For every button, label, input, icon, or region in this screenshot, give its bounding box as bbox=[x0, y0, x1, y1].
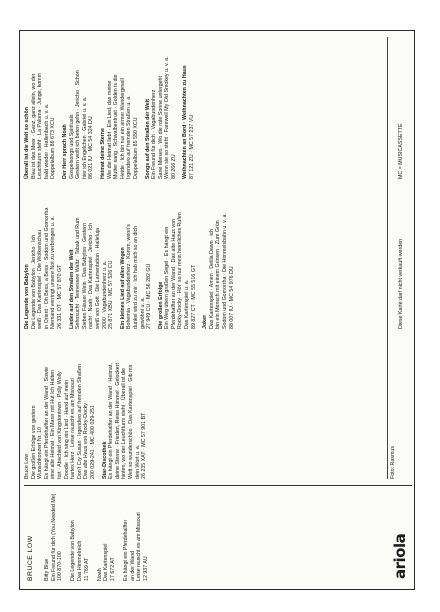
mc-legend: MC = MUSICASSETTE bbox=[398, 123, 404, 179]
album-detail-line: Irgendwo auf fremden Straßen u. a. bbox=[126, 95, 133, 179]
album-detail-line: Blau ist das Meer · Ganz, ganz allein, wo der bbox=[30, 73, 37, 179]
album-detail-line: fort · Abschied von Kingstontown · Polly Wolly bbox=[56, 371, 63, 479]
left-track-line: Die Legende von Babylon bbox=[70, 520, 77, 581]
album-detail-line: bin ein Mensch mit einem Grinsen · Zum Grün bbox=[215, 220, 222, 329]
left-track-line: Das Himmelreich bbox=[76, 540, 83, 581]
left-track-line: Es hängt ein Pferdehalfter bbox=[123, 519, 130, 581]
album-detail-line: Pferdehalfter an der Wand · Das alte Haus von bbox=[170, 219, 177, 329]
album-title: Lieder auf den Straßen der Welt bbox=[68, 249, 75, 329]
album-detail-line: hier ich Engelchen · Gabriel u. v. a. bbox=[81, 96, 88, 179]
album-detail-line: Heide · Ich bin nur ein armer Wandergesell bbox=[119, 78, 126, 179]
album-detail-line: 89 827 CT · MC 55 516 GT bbox=[190, 264, 197, 329]
album-entry bbox=[24, 337, 97, 479]
album-entry bbox=[24, 187, 64, 329]
album-detail-line: 80 266 ZU bbox=[170, 154, 177, 179]
album-title: Joker bbox=[202, 314, 209, 329]
left-track-line bbox=[64, 489, 71, 581]
album-detail-line: Sehnsucht · Tennessee Waltz · Tabak und Rum bbox=[75, 217, 82, 329]
left-track-line: Leise rauscht es am Missouri bbox=[136, 512, 143, 581]
album-detail-line: Gestern wollt ich beten gehn · Jericho · Schon bbox=[75, 70, 82, 179]
album-detail-line: Es hängt ein Pferdehalfter an der Wand · Sowie bbox=[43, 367, 50, 479]
album-detail-line: Sieben Fässer Wein · Das Babylon · Gestern bbox=[81, 223, 88, 329]
album-detail-line: deine Sterne · Frieden, Reise Himmel · Gelockert bbox=[114, 363, 121, 479]
left-track-line bbox=[90, 489, 97, 581]
album-detail-line: Sane Mieses · Wo die rote Sonne untergeht bbox=[157, 76, 164, 179]
discography-column-2 bbox=[24, 187, 240, 329]
not-for-sale-notice: Diese Karte darf nicht verkauft werden bbox=[398, 238, 404, 329]
album-detail-line: Leuchtturm steht · La Paloma · Junge, komm bbox=[37, 73, 44, 179]
album-detail-line: Wie die Heimat liebt · Ein Lied, das meine bbox=[106, 80, 113, 179]
album-detail-line: dunkel wird zu mir · Ich hab mich so an dich bbox=[132, 225, 139, 329]
album-title: Ein kleines Lied auf allen Wegen bbox=[119, 247, 126, 329]
left-track-line: Bitty Blue bbox=[44, 558, 50, 581]
album-entry bbox=[120, 187, 153, 329]
album-detail-line: dein Wort u. a. bbox=[134, 444, 141, 479]
album-entry bbox=[62, 37, 95, 179]
left-track-line: 12 937 AU bbox=[142, 556, 149, 581]
album-detail-line: Gospelsongs und Spirituals bbox=[68, 114, 75, 179]
album-detail-line: Wenn sie so steht · Farewell My Old Smokey u. v. a. bbox=[164, 56, 171, 179]
footer-rule bbox=[387, 37, 388, 479]
album-title: Die Legende von Babylon bbox=[24, 264, 30, 329]
album-detail-line: Bruce Low bbox=[24, 453, 30, 479]
divider bbox=[24, 485, 412, 486]
album-detail-line: Das Kartenspiel · Amen · Delila Dawn · ich bbox=[208, 228, 215, 329]
left-track-line: Noah bbox=[96, 568, 103, 581]
album-detail-line: Es hängt ein Pferdehalfter an der Wand · Heimat, bbox=[108, 363, 115, 479]
album-detail-line: Mutter sang · Schwalbentrust · Golden is die bbox=[113, 74, 120, 179]
album-detail-line: hartes Herz · Leise rauscht es am Missouri bbox=[70, 378, 77, 479]
album-detail-line: 87 121 ZU · MC 57 237 VU bbox=[189, 114, 196, 179]
left-track-line: Ein Freund für dich (You Needed Me) bbox=[50, 493, 57, 581]
album-detail-line: Doppelalbum 86 673 XCU bbox=[50, 117, 57, 179]
album-detail-line: 26 235 XAT · MC 57 901 BT bbox=[141, 412, 148, 479]
left-track-list bbox=[44, 489, 150, 581]
left-track-line: 17 672 AT bbox=[109, 557, 116, 581]
left-track-line: 100 870-100 bbox=[57, 551, 64, 581]
footer bbox=[390, 37, 408, 479]
album-detail-line: weiß von Gott · Die Lamentation · Halleluja bbox=[94, 228, 101, 329]
album-title: Heimat deine Sterne bbox=[99, 128, 106, 179]
album-detail-line: Doodle · Ich sing ein Lied · Hand auf mein bbox=[63, 380, 70, 479]
album-detail-line: 27 949 CU · MC 56 282 GU bbox=[146, 263, 153, 329]
album-detail-line: Welt so wunderschön · Das Kartenspiel · Gib mir bbox=[127, 364, 134, 479]
album-detail-line: Doppelalbum 85 550 XCU bbox=[132, 117, 139, 179]
card-sheet bbox=[19, 30, 415, 590]
album-detail-line: Die Legende von Babylon · Jericho · Ich bbox=[30, 234, 37, 329]
album-detail-line: Bohemia · Vagabundenherz · Komm, wenn's bbox=[126, 224, 133, 329]
artist-name: BRUCE LOW bbox=[27, 535, 34, 581]
album-detail-line: in Orient · Oh Bess, a Bess · Sodom und Gomorrha bbox=[43, 207, 50, 329]
album-detail-line: Rocky-Docky · Hör' so nur mein heimliches Rufen bbox=[177, 212, 184, 329]
left-track-line bbox=[117, 489, 124, 581]
album-detail-line: Die großen Erfolge von gestern bbox=[30, 405, 37, 479]
album-detail-line: Ein Weg übern großen Segel · Es hängt ein bbox=[164, 226, 171, 329]
album-title: Songs auf den Straßen der Welt bbox=[144, 99, 151, 179]
album-detail-line: nacht · Noah · Das Kartenspiel · Jericho · Ich bbox=[88, 223, 95, 329]
album-detail-line: Wunschkonzert Nr. 10 bbox=[37, 426, 44, 479]
album-entry bbox=[69, 187, 115, 329]
album-entry bbox=[102, 337, 148, 479]
album-entry bbox=[202, 187, 235, 329]
album-detail-line: 26 331 OT · MC 57 870 GT bbox=[56, 264, 63, 329]
album-detail-line: 25 871 XBU · MC 57 526 CU bbox=[108, 260, 115, 329]
album-title: Star-Discothek bbox=[101, 441, 108, 479]
album-detail-line: Ein Freund für dich · Vagabundenherz bbox=[151, 89, 158, 179]
left-track-line: an der Wand bbox=[129, 550, 136, 581]
left-track-line: 11 769 AT bbox=[83, 557, 90, 581]
album-detail-line: Don't Cry Susan · Irgendwo auf fremden Straßen bbox=[76, 364, 83, 479]
album-detail-line: hinten, wo der Leuchtturm steht · Überall ist die bbox=[121, 368, 128, 479]
left-column bbox=[26, 489, 408, 581]
left-track-line: Das Kartenspiel bbox=[103, 543, 110, 581]
album-detail-line: 200 029-241 · MC 400 029-251 bbox=[89, 405, 96, 479]
album-detail-line: eine alte Heimat · Ein Mann mit Hut Ich Halten bbox=[50, 370, 57, 479]
album-title: Weihnachten an Bord · Weihnachten zu Haus bbox=[182, 65, 189, 179]
album-detail-line: 86 021 IU · MC 54 324 DU bbox=[88, 116, 95, 179]
album-entry bbox=[158, 187, 198, 329]
album-detail-line: bald wieder · Hallenbach u. v. a. bbox=[43, 103, 50, 179]
photo-credit: Foto: Rasmus bbox=[390, 446, 396, 479]
album-title: Der Herr sprach Noah bbox=[61, 124, 68, 179]
album-detail-line: gewöhnt u. a. bbox=[139, 297, 146, 329]
album-entry bbox=[182, 37, 195, 179]
album-entry bbox=[100, 37, 140, 179]
album-detail-line: weiß · Das Kartenspiel · Die Wolkenschau bbox=[37, 229, 44, 329]
album-title: Überall ist die Welt so schön bbox=[24, 106, 30, 179]
album-detail-line: Niemand verringt unsere Not zu verbringen u. a. bbox=[50, 215, 57, 329]
ariola-logo: ariola bbox=[391, 533, 410, 579]
album-detail-line: 88 007 IU · MC 54 976 DU bbox=[228, 266, 235, 329]
discography-column-1 bbox=[24, 337, 153, 479]
discography-columns bbox=[24, 37, 408, 479]
album-detail-line: Das Kartenspiel u. a. bbox=[184, 279, 191, 329]
album-detail-line: Sodom und Gomorrha · Die Himmelsbahn u. v. a. bbox=[222, 213, 229, 329]
album-detail-line: Das alte Haus von Rocky-Docky bbox=[83, 403, 90, 479]
album-entry bbox=[24, 37, 57, 179]
discography-column-3 bbox=[24, 37, 201, 179]
album-title: Die großen Erfolge bbox=[157, 281, 164, 329]
album-entry bbox=[145, 37, 178, 179]
album-detail-line: 2000 · Vagabundenherz u. a. bbox=[101, 260, 108, 329]
